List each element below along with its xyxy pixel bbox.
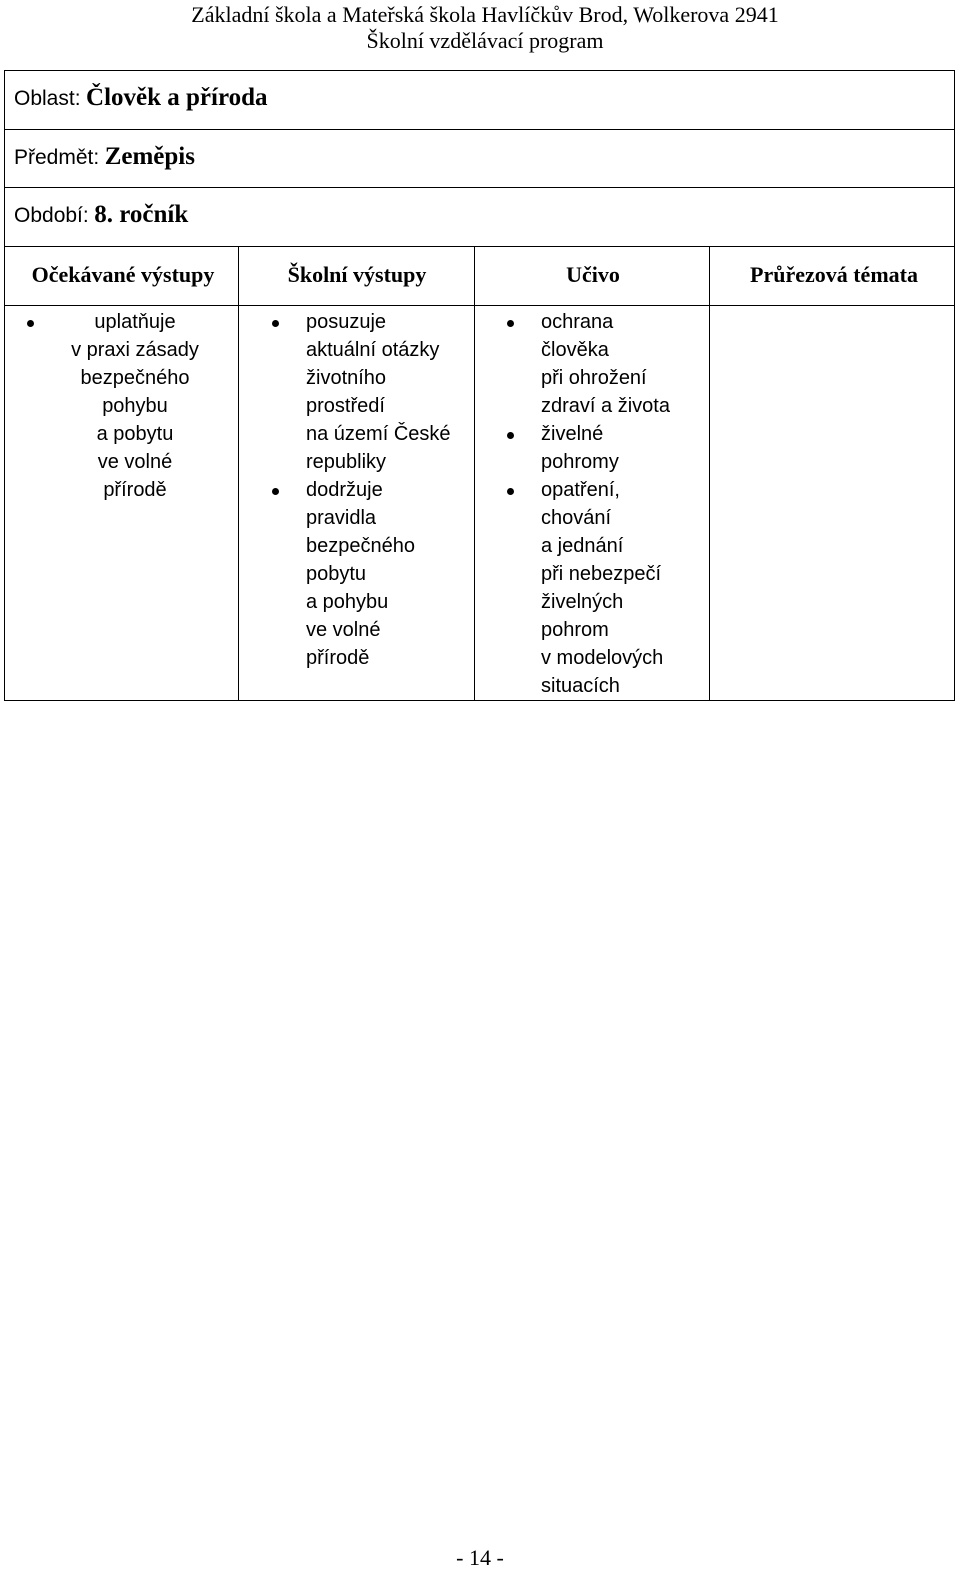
page-number: - 14 -	[456, 1545, 504, 1570]
area-row	[14, 84, 268, 113]
school-outcome-text: dodržuje pravidla bezpečného pobytu a pohybu ve volné přírodě	[306, 479, 415, 669]
table-border-top	[4, 70, 954, 71]
school-name: Základní škola a Mateřská škola Havlíčkův Brod, Wolkerova 2941	[191, 2, 779, 27]
bullet-icon	[27, 320, 34, 327]
list-item	[306, 476, 466, 672]
subject-label: Předmět:	[14, 146, 100, 169]
program-name: Školní vzdělávací program	[366, 28, 604, 53]
column-divider-2	[474, 246, 475, 701]
expected-outcomes-list	[40, 308, 230, 504]
table-border-right	[954, 70, 955, 701]
table-divider-header	[4, 305, 954, 306]
column-header-curriculum: Učivo	[566, 262, 620, 287]
subject-value: Zeměpis	[104, 143, 195, 170]
period-row	[14, 201, 188, 230]
column-divider-3	[709, 246, 710, 701]
column-header-expected: Očekávané výstupy	[31, 262, 215, 287]
school-outcomes-list	[306, 308, 466, 672]
column-header-cross: Průřezová témata	[750, 262, 918, 287]
period-label: Období:	[14, 204, 89, 227]
bullet-icon	[272, 488, 279, 495]
curriculum-text: živelné pohromy	[541, 423, 619, 473]
list-item	[541, 308, 701, 420]
column-header-school: Školní výstupy	[287, 262, 427, 287]
curriculum-text: opatření, chování a jednání při nebezpečí živelných pohrom v modelových situacích	[541, 479, 664, 697]
bullet-icon	[507, 488, 514, 495]
area-label: Oblast:	[14, 87, 81, 110]
column-divider-1	[238, 246, 239, 701]
table-divider-subject	[4, 187, 954, 188]
list-item	[306, 308, 466, 476]
table-divider-area	[4, 129, 954, 130]
table-divider-period	[4, 246, 954, 247]
list-item	[541, 476, 701, 700]
bullet-icon	[507, 320, 514, 327]
period-value: 8. ročník	[94, 201, 189, 228]
school-outcome-text: posuzuje aktuální otázky životního prostředí na území České republiky	[306, 311, 451, 473]
page-header	[0, 0, 960, 58]
table-border-bottom	[4, 700, 954, 701]
bullet-icon	[272, 320, 279, 327]
area-value: Člověk a příroda	[86, 84, 268, 111]
list-item	[541, 420, 701, 476]
expected-outcome-text: uplatňuje v praxi zásady bezpečného pohybu a pobytu ve volné přírodě	[71, 311, 199, 501]
table-border-left	[4, 70, 5, 701]
bullet-icon	[507, 432, 514, 439]
subject-row	[14, 143, 195, 172]
curriculum-list	[541, 308, 701, 700]
curriculum-text: ochrana člověka při ohrožení zdraví a života	[541, 311, 670, 417]
list-item	[40, 308, 230, 504]
